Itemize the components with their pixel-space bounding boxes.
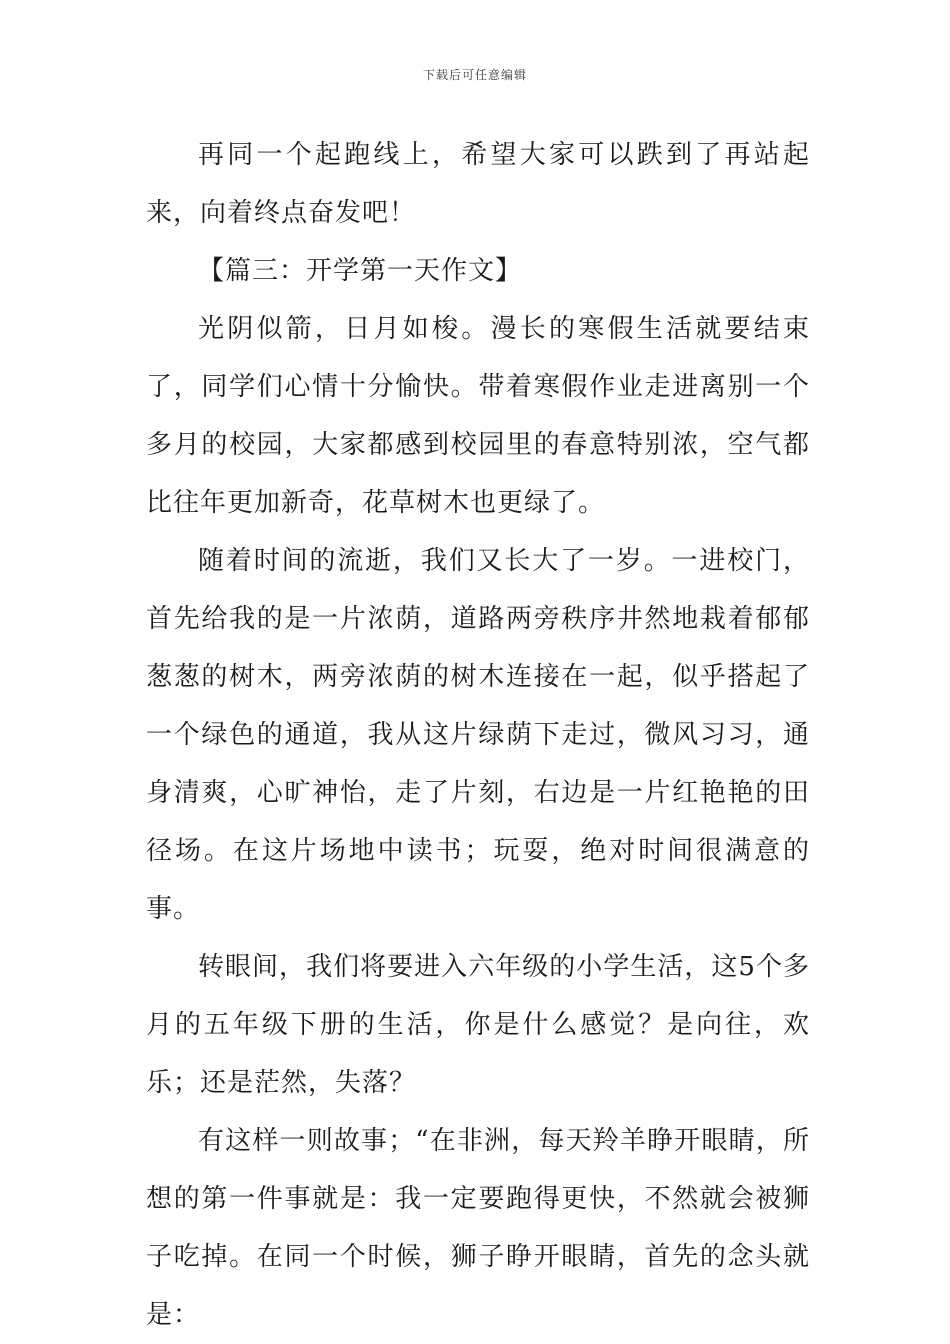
body-paragraph: 转眼间，我们将要进入六年级的小学生活，这5个多月的五年级下册的生活，你是什么感觉？是向往，欢乐；还是茫然，失落？ xyxy=(146,952,810,1098)
body-paragraph: 光阴似箭，日月如梭。漫长的寒假生活就要结束了，同学们心情十分愉快。带着寒假作业走进离别一个多月的校园，大家都感到校园里的春意特别浓，空气都比往年更加新奇，花草树木也更绿了。 xyxy=(146,314,810,518)
section-heading: 【篇三：开学第一天作文】 xyxy=(198,256,523,286)
body-paragraph: 随着时间的流逝，我们又长大了一岁。一进校门，首先给我的是一片浓荫，道路两旁秩序井然地栽着郁郁葱葱的树木，两旁浓荫的树木连接在一起，似乎搭起了一个绿色的通道，我从这片绿荫下走过，微风习习，通身清爽，心旷神怡，走了片刻，右边是一片红艳艳的田径场。在这片场地中读书；玩耍，绝对时间很满意的事。 xyxy=(146,546,810,924)
body-paragraph: 有这样一则故事；“在非洲，每天羚羊睁开眼睛，所想的第一件事就是：我一定要跑得更快，不然就会被狮子吃掉。在同一个时候，狮子睁开眼睛，首先的念头就是： xyxy=(146,1126,810,1330)
intro-paragraph: 再同一个起跑线上，希望大家可以跌到了再站起来，向着终点奋发吧！ xyxy=(146,140,810,228)
document-body xyxy=(146,126,810,1344)
page-header: 下载后可任意编辑 xyxy=(422,68,527,82)
